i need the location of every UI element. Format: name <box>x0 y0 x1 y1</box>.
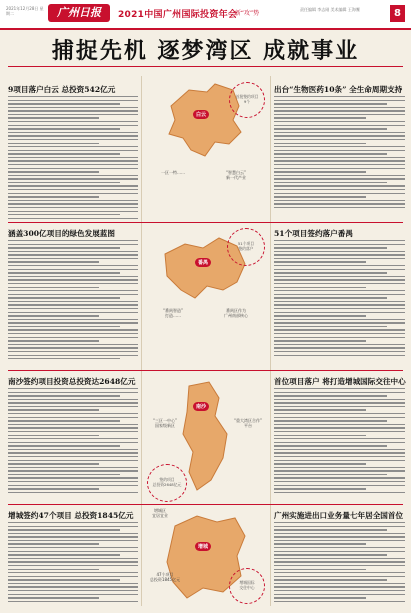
section-banner-subtitle: ·新“攻”势 <box>233 10 260 17</box>
article-title-biomedicine: 出台“生物医药10条” 全生命周期支持 <box>274 85 403 94</box>
section-rule-4 <box>8 504 403 505</box>
section-rule-2 <box>8 222 403 223</box>
callout-zengcheng-left: 增城区 宜居宜业 <box>152 508 168 519</box>
page-headline: 捕捉先机 逐梦湾区 成就事业 <box>51 38 360 64</box>
circle-note-panyu: 51个项目 签约落户 <box>227 228 265 266</box>
callout-panyu-right: 番禺区作为 广州南部核心 <box>224 308 248 319</box>
section-banner-title: 2021中国广州国际投资年会 <box>118 10 238 20</box>
article-title-zengcheng-center: 首位项目落户 将打造增城国际交往中心 <box>274 377 406 386</box>
article-body-nansha <box>8 388 138 498</box>
circle-note-baiyun: 首批签约项目 9个 <box>229 82 265 118</box>
page-header <box>0 0 411 30</box>
district-label-zengcheng: 增城 <box>195 542 211 551</box>
article-title-green: 涵盖300亿项目的绿色发展蓝图 <box>8 229 115 238</box>
editor-credits: 责任编辑 李志刚 美术编辑 王海鹰 <box>300 7 360 12</box>
column-divider-left <box>141 76 142 606</box>
newspaper-logo: 广州日报 <box>48 4 110 22</box>
article-title-zengcheng: 增城签约47个项目 总投资1845亿元 <box>8 511 134 520</box>
section-rule-3 <box>8 370 403 371</box>
article-body-zengcheng-center <box>274 388 405 498</box>
page-number: 8 <box>390 5 405 22</box>
district-label-panyu: 番禺 <box>195 258 211 267</box>
article-title-trade: 广州实施进出口业务量七年居全国首位 <box>274 511 404 520</box>
article-body-baiyun <box>8 96 138 224</box>
map-panyu <box>145 224 267 364</box>
map-baiyun <box>145 72 267 212</box>
district-shape-nansha <box>183 382 227 490</box>
article-title-panyu: 51个项目签约落户番禺 <box>274 229 353 238</box>
article-body-green <box>8 240 138 364</box>
callout-baiyun-right: “智慧白云” 新一代产业 <box>225 170 247 181</box>
district-label-nansha: 南沙 <box>193 402 209 411</box>
district-label-baiyun: 白云 <box>193 110 209 119</box>
map-nansha <box>145 372 267 504</box>
article-title-nansha: 南沙签约项目投资总投资达2648亿元 <box>8 377 136 386</box>
callout-baiyun-left: 一区一特…… <box>161 170 185 175</box>
article-body-panyu <box>274 240 405 360</box>
article-body-trade <box>274 522 405 606</box>
issue-date: 2021年12月28日 星期二 <box>6 6 44 16</box>
callout-nansha-left: “三区一中心” 国家级新区 <box>152 418 178 429</box>
callout-nansha-right: “重大湾区合作” 平台 <box>233 418 263 429</box>
article-body-zengcheng <box>8 522 138 606</box>
circle-note-zengcheng: 增城国际 交往中心 <box>229 568 265 604</box>
article-body-biomedicine <box>274 96 405 214</box>
headline-rule <box>8 66 403 67</box>
map-zengcheng <box>145 506 267 610</box>
circle-note-nansha: 签约项目 总投资2648亿元 <box>147 464 187 502</box>
article-title-baiyun: 9项目落户白云 总投资542亿元 <box>8 85 116 94</box>
callout-panyu-left: “番禺智造” 打造…… <box>162 308 184 319</box>
column-divider-right <box>270 76 271 606</box>
callout-zengcheng-right: 47个项目 总投资1845亿元 <box>149 572 181 583</box>
